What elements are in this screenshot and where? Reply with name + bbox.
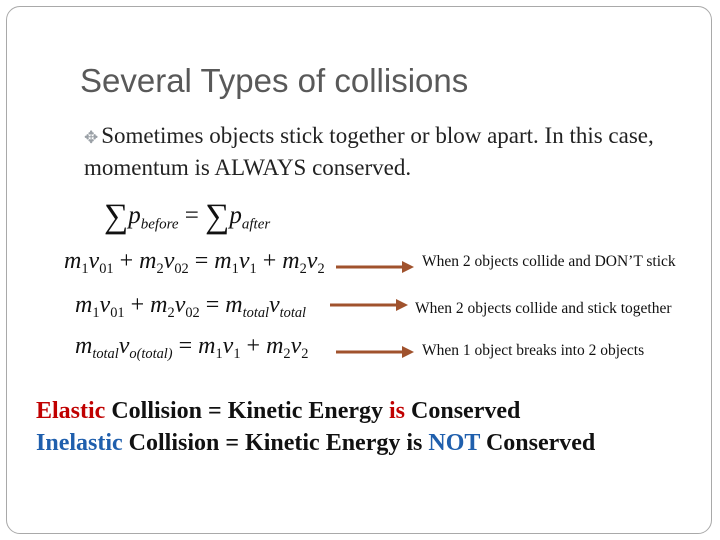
arrow-row1-head: [402, 261, 414, 273]
bullet-paragraph: [84, 121, 694, 183]
elastic-is: is: [389, 398, 406, 424]
note-row1: When 2 objects collide and DON’T stick: [422, 253, 676, 270]
bullet-text: Sometimes objects stick together or blow apart. In this case, momentum is ALWAYS conserved.: [84, 123, 654, 180]
explosion-equation: $m_{total}v_{o(total)} = m_1v_1 + m_2v_2$: [75, 333, 309, 363]
sum-momentum-equation: $\sum p_{before} = \sum p_{after}$: [104, 198, 271, 235]
arrow-row3: [336, 344, 416, 360]
summary-elastic: Elastic Collision = Kinetic Energy is Conserved: [36, 398, 521, 424]
inelastic-equation: $m_1v_{01} + m_2v_{02} = m_{total}v_{total}$: [75, 292, 307, 322]
elastic-term: Elastic: [36, 398, 106, 424]
arrow-row3-head: [402, 346, 414, 358]
inelastic-not: NOT: [428, 430, 480, 456]
bullet-icon: ✥: [84, 128, 99, 147]
inelastic-term: Inelastic: [36, 430, 123, 456]
slide-title: Several Types of collisions: [80, 62, 469, 99]
summary-inelastic: Inelastic Collision = Kinetic Energy is NOT Conserved: [36, 430, 596, 456]
arrow-row2-head: [396, 299, 408, 311]
elastic-equation: $m_1v_{01} + m_2v_{02} = m_1v_1 + m_2v_2$: [64, 248, 325, 278]
note-row2: When 2 objects collide and stick together: [415, 300, 672, 317]
note-row3: When 1 object breaks into 2 objects: [422, 342, 645, 359]
arrow-row2: [330, 297, 410, 313]
arrow-row1: [336, 259, 416, 275]
